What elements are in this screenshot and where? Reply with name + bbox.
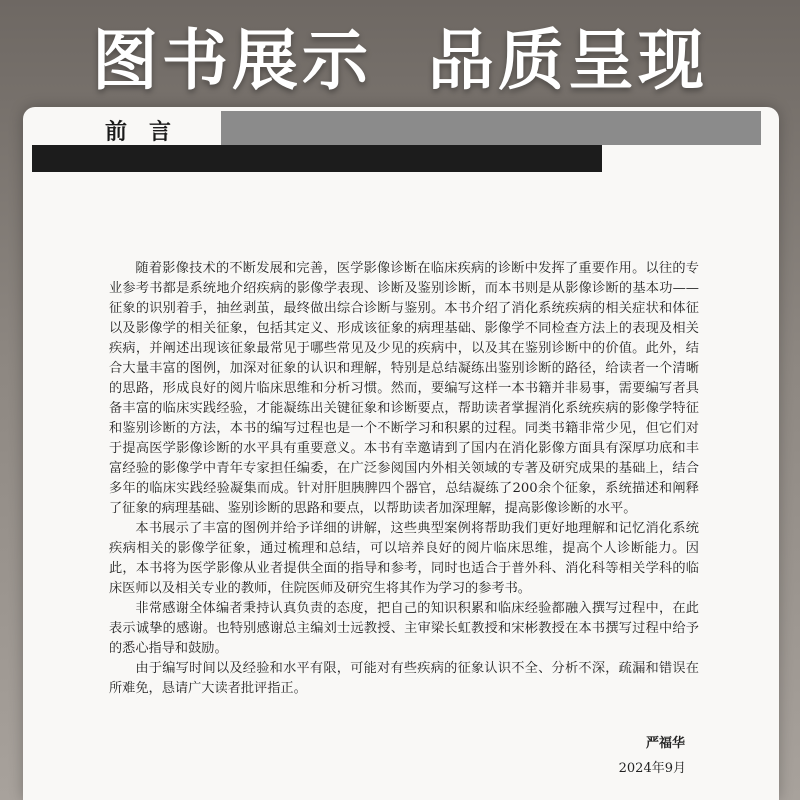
banner-title-left: 图书展示 bbox=[92, 21, 372, 99]
header-gray-bar bbox=[221, 111, 761, 145]
book-page bbox=[23, 107, 779, 800]
author-signature: 严福华 bbox=[645, 736, 685, 751]
preface-paragraph-2: 本书展示了丰富的图例并给予详细的讲解，这些典型案例将帮助我们更好地理解和记忆消化系统疾病相关的影像学征象，通过梳理和总结，可以培养良好的阅片临床思维，提高个人诊断能力。因此，本书将为医学影像从业者提供全面的指导和参考，同时也适合于普外科、消化科等相关学科的临床医师以及相关专业的教师，住院医师及研究生将其作为学习的参考书。 bbox=[109, 521, 699, 596]
preface-paragraph-4: 由于编写时间以及经验和水平有限，可能对有些疾病的征象认识不全、分析不深，疏漏和错误在所难免，恳请广大读者批评指正。 bbox=[109, 661, 699, 696]
header-black-bar bbox=[32, 145, 602, 172]
preface-paragraph-1: 随着影像技术的不断发展和完善，医学影像诊断在临床疾病的诊断中发挥了重要作用。以往的专业参考书都是系统地介绍疾病的影像学表现、诊断及鉴别诊断，而本书则是从影像诊断的基本功——征象的识别着手，抽丝剥茧，最终做出综合诊断与鉴别。本书介绍了消化系统疾病的相关症状和体征以及影像学的相关征象，包括其定义、形成该征象的病理基础、影像学不同检查方法上的表现及相关疾病，并阐述出现该征象最常见于哪些常见及少见的疾病中，以及其在鉴别诊断中的价值。此外，结合大量丰富的图例，加深对征象的认识和理解，特别是总结凝练出鉴别诊断的路径，给读者一个清晰的思路，形成良好的阅片临床思维和分析习惯。然而，要编写这样一本书籍并非易事，需要编写者具备丰富的临床实践经验，才能凝练出关键征象和诊断要点，帮助读者掌握消化系统疾病的影像学特征和鉴别诊断的方法，本书的编写过程也是一个不断学习和积累的过程。同类书籍非常少见，但它们对于提高医学影像诊断的水平具有重要意义。本书有幸邀请到了国内在消化影像方面具有深厚功底和丰富经验的影像学中青年专家担任编委，在广泛参阅国内外相关领域的专著及研究成果的基础上，结合多年的临床实践经验凝集而成。针对肝胆胰脾四个器官，总结凝练了200余个征象，系统描述和阐释了征象的病理基础、鉴别诊断的思路和要点，以帮助读者加深理解，提高影像诊断的水平。 bbox=[109, 261, 699, 516]
preface-body bbox=[109, 259, 699, 699]
preface-paragraph-3: 非常感谢全体编者秉持认真负责的态度，把自己的知识积累和临床经验都融入撰写过程中，在此表示诚挚的感谢。也特别感谢总主编刘士远教授、主审梁长虹教授和宋彬教授在本书撰写过程中给予的悉心指导和鼓励。 bbox=[109, 601, 699, 656]
banner-title-right: 品质呈现 bbox=[428, 21, 708, 99]
preface-date: 2024年9月 bbox=[618, 761, 686, 776]
promo-banner bbox=[0, 0, 800, 108]
preface-heading: 前言 bbox=[105, 120, 194, 145]
